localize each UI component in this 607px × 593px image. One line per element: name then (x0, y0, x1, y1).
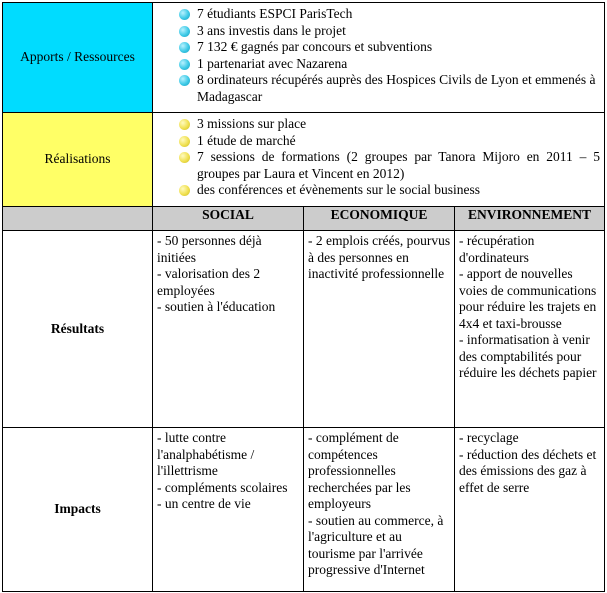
cell-line: - valorisation des 2 employées (157, 266, 261, 298)
realisations-row (3, 113, 605, 207)
bullet-icon (179, 136, 190, 147)
list-item: 1 étude de marché (179, 133, 604, 150)
cell-line: - complément de compétences professionnelles recherchées par les employeurs (308, 430, 411, 511)
list-item: 1 partenariat avec Nazarena (179, 56, 604, 73)
cell-line: - informatisation à venir des comptabilités pour réduire les déchets papier (459, 332, 597, 380)
impacts-row (3, 428, 605, 592)
bullet-icon (179, 119, 190, 130)
resultats-label: Résultats (3, 231, 153, 428)
cell-line: - recyclage (459, 430, 519, 445)
resultats-row (3, 231, 605, 428)
realisations-list (153, 113, 604, 201)
column-header-environnement: ENVIRONNEMENT (455, 207, 605, 231)
cell-line: - soutien au commerce, à l'agriculture et au tourisme par l'arrivée progressive d'Internet (308, 512, 444, 577)
list-item: 7 132 € gagnés par concours et subventions (179, 39, 604, 56)
header-empty-cell (3, 207, 153, 231)
bullet-icon (179, 59, 190, 70)
cell-line: - apport de nouvelles voies de communications pour réduire les trajets en 4x4 et taxi-brousse (459, 266, 597, 331)
apports-list (153, 3, 604, 107)
cell-line: - récupération d'ordinateurs (459, 233, 535, 265)
resultats-environnement-cell (455, 231, 605, 428)
list-item: 7 sessions de formations (2 groupes par Tanora Mijoro en 2011 – 5 groupes par Laura et Vincent en 2012) (179, 149, 604, 182)
bullet-icon (179, 185, 190, 196)
impacts-label: Impacts (3, 428, 153, 592)
resultats-social-cell (153, 231, 304, 428)
list-item: des conférences et évènements sur le social business (179, 182, 604, 199)
impacts-social-cell (153, 428, 304, 592)
list-item: 3 ans investis dans le projet (179, 23, 604, 40)
column-header-row (3, 207, 605, 231)
bullet-icon (179, 9, 190, 20)
cell-line: - un centre de vie (157, 496, 251, 511)
cell-line: - 50 personnes déjà initiées (157, 233, 262, 265)
impacts-economique-cell (304, 428, 455, 592)
apports-content (153, 3, 605, 113)
bullet-icon (179, 75, 190, 86)
column-header-economique: ECONOMIQUE (304, 207, 455, 231)
resultats-economique-cell (304, 231, 455, 428)
bullet-icon (179, 42, 190, 53)
realisations-label: Réalisations (3, 113, 153, 207)
list-item: 3 missions sur place (179, 116, 604, 133)
cell-line: - réduction des déchets et des émissions des gaz à effet de serre (459, 446, 597, 495)
cell-line: - 2 emplois créés, pourvus à des personnes en inactivité professionnelle (308, 233, 451, 281)
cell-line: - soutien à l'éducation (157, 299, 276, 314)
list-item: 8 ordinateurs récupérés auprès des Hospices Civils de Lyon et emmenés à Madagascar (179, 72, 604, 105)
cell-line: - lutte contre l'analphabétisme / l'illettrisme (157, 430, 255, 478)
list-item: 7 étudiants ESPCI ParisTech (179, 6, 604, 23)
bullet-icon (179, 152, 190, 163)
apports-row (3, 3, 605, 113)
bullet-icon (179, 26, 190, 37)
realisations-content (153, 113, 605, 207)
cell-line: - compléments scolaires (157, 479, 288, 495)
column-header-social: SOCIAL (153, 207, 304, 231)
apports-label: Apports / Ressources (3, 3, 153, 113)
project-summary-table (2, 2, 605, 592)
impacts-environnement-cell (455, 428, 605, 592)
